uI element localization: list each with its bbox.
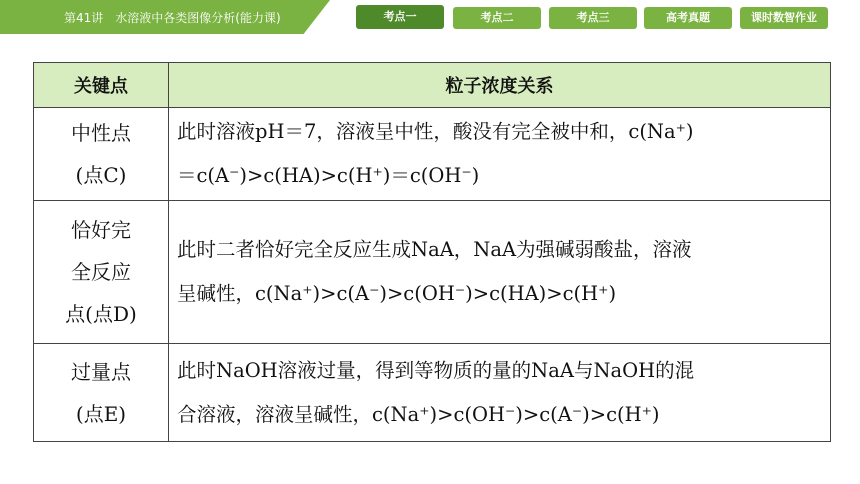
relation-line: 呈碱性，c(Na⁺)>c(A⁻)>c(OH⁻)>c(HA)>c(H⁺) — [177, 282, 617, 305]
nav-kaodian-3[interactable]: 考点三 — [549, 7, 637, 29]
key-line: (点C) — [75, 163, 127, 187]
table-row — [34, 344, 831, 442]
key-line: 过量点 — [71, 359, 131, 384]
col-header-relation: 粒子浓度关系 — [169, 63, 831, 108]
table-row — [34, 108, 831, 201]
relation-line: 合溶液，溶液呈碱性，c(Na⁺)>c(OH⁻)>c(A⁻)>c(H⁺) — [177, 402, 660, 426]
relation-line: 此时二者恰好完全反应生成NaA，NaA为强碱弱酸盐，溶液 — [177, 238, 692, 261]
key-line: (点E) — [75, 401, 127, 426]
particle-concentration-table — [33, 62, 831, 442]
lesson-title: 第41讲 水溶液中各类图像分析(能力课) — [64, 11, 281, 25]
key-line: 中性点 — [71, 121, 131, 145]
header-bar — [0, 0, 860, 36]
key-line: 恰好完 — [71, 218, 131, 242]
relation-line: ＝c(A⁻)>c(HA)>c(H⁺)＝c(OH⁻) — [177, 164, 480, 187]
relation-cell — [169, 344, 831, 442]
key-cell — [34, 344, 169, 442]
nav-kaodian-1[interactable]: 考点一 — [356, 5, 444, 29]
key-cell — [34, 108, 169, 201]
nav-kaodian-2[interactable]: 考点二 — [453, 7, 541, 29]
relation-cell — [169, 108, 831, 201]
key-cell — [34, 201, 169, 344]
col-header-key: 关键点 — [34, 63, 169, 108]
key-line: 点(点D) — [65, 302, 137, 326]
relation-cell — [169, 201, 831, 344]
nav-keshi-zuoye[interactable]: 课时数智作业 — [740, 7, 828, 29]
relation-line: 此时NaOH溶液过量，得到等物质的量的NaA与NaOH的混 — [177, 358, 695, 382]
relation-line: 此时溶液pH＝7，溶液呈中性，酸没有完全被中和，c(Na⁺) — [177, 120, 694, 143]
key-line: 全反应 — [71, 260, 131, 284]
table-header-row — [34, 63, 831, 108]
table-row — [34, 201, 831, 344]
nav-gaokao-zhenti[interactable]: 高考真题 — [644, 7, 732, 29]
